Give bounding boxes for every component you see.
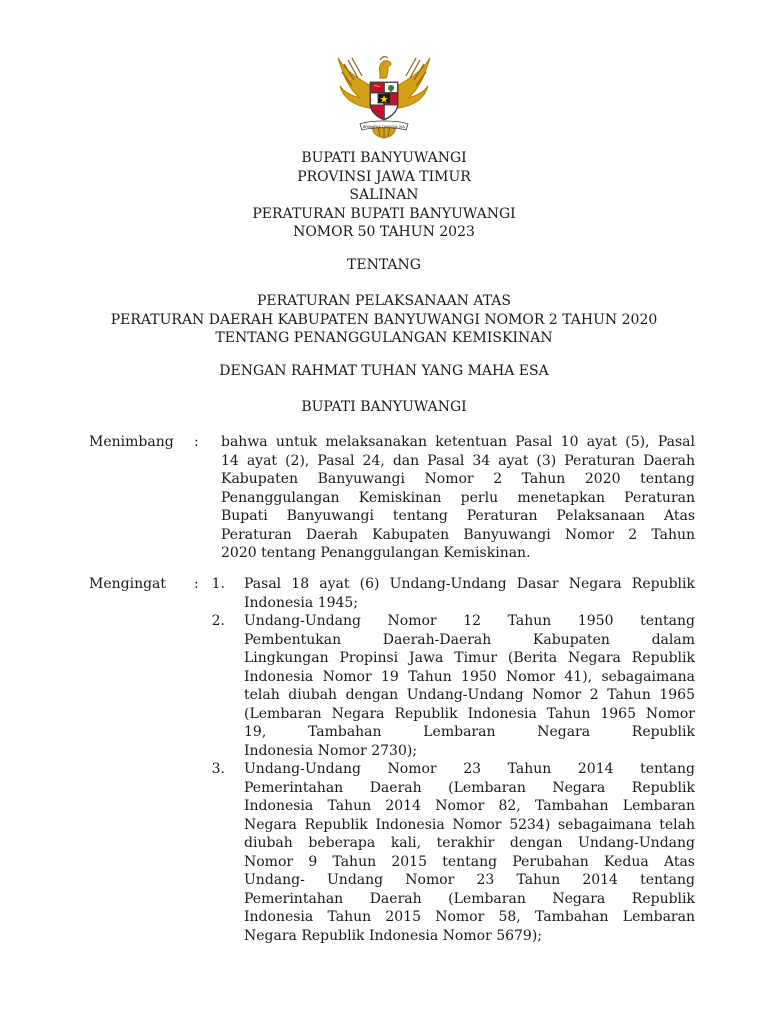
mengingat-item-line: Undang-Undang Nomor 12 Tahun 1950 tentang <box>244 613 695 629</box>
header-regent: BUPATI BANYUWANGI <box>301 150 467 166</box>
mengingat-item-line: Pasal 18 ayat (6) Undang-Undang Dasar Negara Republik <box>244 576 695 592</box>
mengingat-item-line: telah diubah dengan Undang-Undang Nomor 2 Tahun 1965 <box>244 687 695 703</box>
mengingat-item-line: Indonesia 1945; <box>244 594 359 611</box>
menimbang-text <box>221 433 695 563</box>
mengingat-item-line: Pembentukan Daerah-Daerah Kabupaten dalam <box>244 631 695 648</box>
menimbang-line: Peraturan Daerah Kabupaten Banyuwangi Nomor 2 Tahun <box>221 526 695 543</box>
mengingat-item-line: Lingkungan Propinsi Jawa Timur (Berita Negara Republik <box>244 650 695 666</box>
mengingat-item-line: 19, Tambahan Lembaran Negara Republik <box>244 724 695 740</box>
menimbang-line: bahwa untuk melaksanakan ketentuan Pasal 10 ayat (5), Pasal <box>221 434 695 450</box>
document-header <box>0 149 768 242</box>
title-line-3: TENTANG PENANGGULANGAN KEMISKINAN <box>215 330 553 346</box>
mengingat-colon: : <box>194 576 199 592</box>
invocation: DENGAN RAHMAT TUHAN YANG MAHA ESA <box>219 363 549 379</box>
mengingat-label: Mengingat <box>89 576 167 592</box>
mengingat-item-line: Indonesia Tahun 2014 Nomor 82, Tambahan Lembaran <box>244 798 695 814</box>
menimbang-line: 14 ayat (2), Pasal 24, dan Pasal 34 ayat (3) Peraturan Daerah <box>221 452 695 469</box>
header-province: PROVINSI JAWA TIMUR <box>297 168 471 185</box>
mengingat-item-line: Indonesia Nomor 2730); <box>244 742 418 759</box>
mengingat-item-text <box>244 760 695 945</box>
title-line-1: PERATURAN PELAKSANAAN ATAS <box>256 293 511 309</box>
mengingat-item-line: Nomor 9 Tahun 2015 tentang Perubahan Kedua Atas <box>244 853 695 870</box>
mengingat-item-number: 3. <box>211 761 225 777</box>
mengingat-item-number: 2. <box>211 613 225 629</box>
header-copy-mark: SALINAN <box>349 187 419 203</box>
mengingat-item-number: 1. <box>211 576 225 592</box>
regulation-title <box>0 292 768 348</box>
mengingat-item-line: Pemerintahan Daerah (Lembaran Negara Republik <box>244 890 695 907</box>
mengingat-item-line: Indonesia Nomor 19 Tahun 1950 Nomor 41), sebagaimana <box>244 668 695 685</box>
menimbang-line: Bupati Banyuwangi tentang Peraturan Pelaksanaan Atas <box>221 508 695 524</box>
mengingat-item-line: Indonesia Tahun 2015 Nomor 58, Tambahan Lembaran <box>244 909 695 925</box>
menimbang-label: Menimbang <box>89 434 174 450</box>
mengingat-item-line: Negara Republik Indonesia Nomor 5679); <box>244 927 543 944</box>
mengingat-item-line: (Lembaran Negara Republik Indonesia Tahun 1965 Nomor <box>244 705 695 722</box>
issuer: BUPATI BANYUWANGI <box>301 399 467 415</box>
menimbang-line: Penanggulangan Kemiskinan perlu menetapkan Peraturan <box>221 489 695 506</box>
mengingat-item-line: diubah beberapa kali, terakhir dengan Undang-Undang <box>244 835 695 851</box>
menimbang-colon: : <box>194 434 199 450</box>
menimbang-line: Kabupaten Banyuwangi Nomor 2 Tahun 2020 tentang <box>221 471 695 487</box>
mengingat-item-line: Pemerintahan Daerah (Lembaran Negara Republik <box>244 779 695 796</box>
menimbang-line: 2020 tentang Penanggulangan Kemiskinan. <box>221 545 531 561</box>
mengingat-item-text <box>244 575 695 612</box>
garuda-pancasila-emblem <box>330 50 438 142</box>
mengingat-item-line: Negara Republik Indonesia Nomor 5234) sebagaimana telah <box>244 816 695 833</box>
header-number: NOMOR 50 TAHUN 2023 <box>293 224 475 240</box>
mengingat-item-text <box>244 612 695 760</box>
mengingat-item-line: Undang-Undang Nomor 23 Tahun 2014 tentang <box>244 761 695 777</box>
title-line-2: PERATURAN DAERAH KABUPATEN BANYUWANGI NOMOR 2 TAHUN 2020 <box>110 311 658 328</box>
tentang-heading: TENTANG <box>347 257 421 273</box>
header-regulation: PERATURAN BUPATI BANYUWANGI <box>252 205 516 222</box>
emblem-shield <box>370 82 398 120</box>
emblem-motto: BHINNEKA TUNGGAL IKA <box>363 125 405 130</box>
mengingat-item-line: Undang- Undang Nomor 23 Tahun 2014 tentang <box>244 872 695 888</box>
